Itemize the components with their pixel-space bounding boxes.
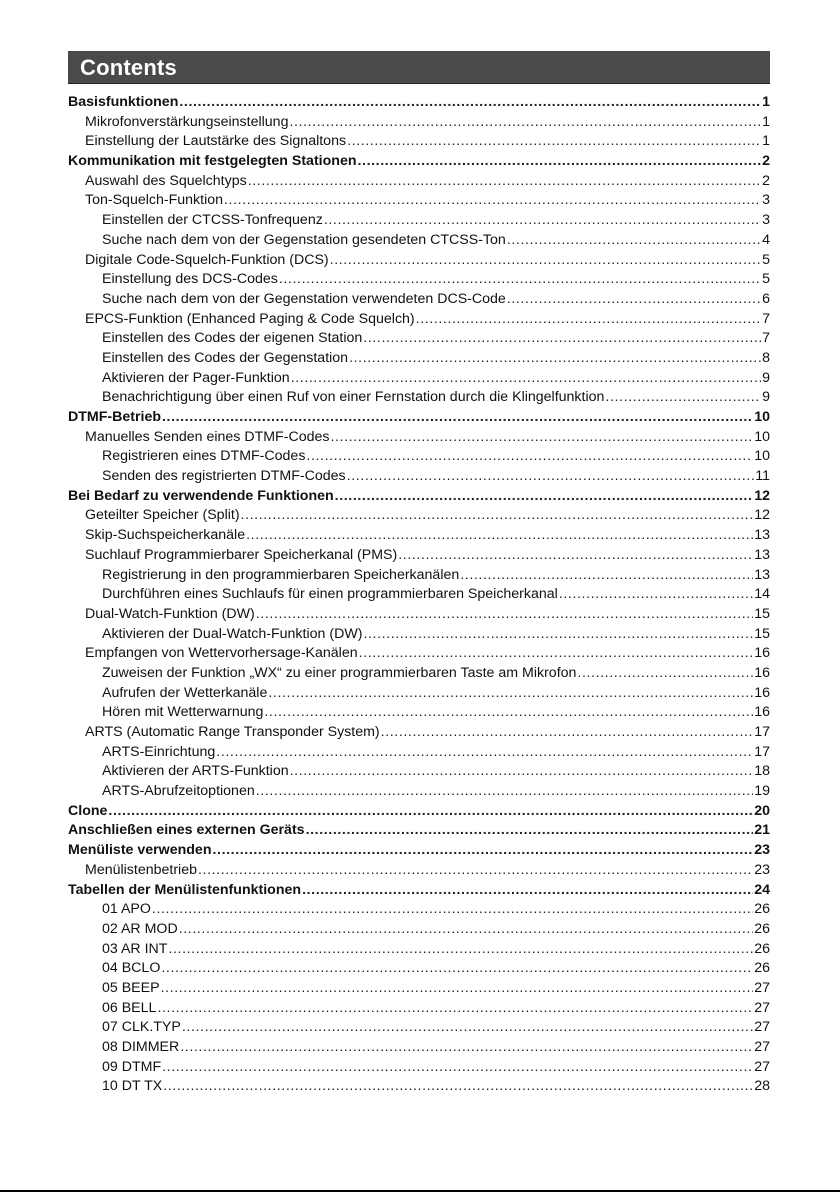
toc-entry-page-number: 23: [754, 861, 770, 878]
toc-entry-title: 09 DTMF: [102, 1058, 162, 1075]
toc-dot-leader: [330, 251, 761, 271]
toc-entry-page-number: 4: [762, 231, 770, 248]
toc-entry-title: ARTS-Abrufzeitoptionen: [102, 783, 255, 800]
toc-dot-leader: [347, 132, 761, 152]
toc-entry-page-number: 8: [762, 349, 770, 366]
toc-entry[interactable]: [68, 290, 770, 310]
toc-dot-leader: [279, 270, 761, 290]
toc-entry-page-number: 26: [754, 901, 770, 918]
toc-dot-leader: [289, 113, 761, 133]
toc-entry-title: ARTS (Automatic Range Transponder System): [85, 724, 380, 740]
toc-dot-leader: [507, 290, 761, 310]
toc-entry[interactable]: [68, 211, 770, 231]
toc-entry-title: Suche nach dem von der Gegenstation verwendeten DCS-Code: [102, 290, 506, 307]
toc-dot-leader: [347, 467, 755, 487]
toc-entry-page-number: 16: [754, 664, 770, 681]
toc-entry[interactable]: [68, 546, 770, 566]
toc-entry[interactable]: [68, 723, 770, 743]
toc-entry-title: Auswahl des Squelchtyps: [85, 172, 247, 189]
toc-entry-title: Registrieren eines DTMF-Codes: [102, 448, 306, 465]
toc-entry-page-number: 5: [762, 251, 770, 268]
toc-entry[interactable]: [68, 900, 770, 920]
page-title: Contents: [80, 55, 177, 80]
toc-entry-title: DTMF-Betrieb: [68, 409, 162, 425]
toc-entry-page-number: 27: [754, 1039, 770, 1055]
toc-entry[interactable]: [68, 940, 770, 960]
toc-dot-leader: [349, 349, 761, 369]
toc-entry[interactable]: [68, 920, 770, 940]
toc-entry-title: Anschließen eines externen Geräts: [68, 822, 305, 839]
toc-entry-page-number: 23: [754, 842, 770, 859]
toc-entry-page-number: 16: [754, 645, 770, 662]
toc-entry[interactable]: [68, 802, 770, 822]
toc-dot-leader: [577, 664, 753, 684]
toc-dot-leader: [358, 152, 762, 172]
toc-entry-title: 03 AR INT: [102, 940, 168, 957]
toc-entry-title: Einstellen der CTCSS-Tonfrequenz: [102, 212, 323, 229]
toc-entry-title: 08 DIMMER: [102, 1039, 180, 1055]
toc-entry[interactable]: [68, 999, 770, 1019]
toc-entry-title: 06 BELL: [102, 999, 157, 1016]
toc-entry-title: Einstellung der Lautstärke des Signaltons: [85, 133, 347, 150]
toc-entry-page-number: 24: [754, 881, 770, 898]
toc-entry-page-number: 1: [762, 113, 770, 130]
toc-entry-title: Dual-Watch-Funktion (DW): [85, 605, 255, 622]
toc-entry-title: Einstellen des Codes der eigenen Station: [102, 330, 363, 347]
toc-entry[interactable]: [68, 605, 770, 625]
toc-dot-leader: [179, 920, 754, 940]
toc-entry-title: Suchlauf Programmierbarer Speicherkanal (PMS): [85, 546, 398, 563]
toc-entry-title: 07 CLK.TYP: [102, 1019, 181, 1036]
toc-dot-leader: [264, 703, 753, 723]
toc-entry[interactable]: [68, 861, 770, 881]
toc-entry[interactable]: [68, 329, 770, 349]
toc-dot-leader: [256, 782, 753, 802]
toc-entry[interactable]: [68, 959, 770, 979]
toc-entry-page-number: 26: [754, 920, 770, 937]
toc-dot-leader: [157, 999, 753, 1019]
toc-entry-page-number: 15: [754, 605, 770, 622]
toc-entry-page-number: 3: [762, 212, 770, 229]
toc-entry-title: Geteilter Speicher (Split): [85, 507, 240, 524]
toc-entry-page-number: 1: [762, 133, 770, 150]
toc-entry[interactable]: [68, 310, 770, 330]
toc-entry-page-number: 11: [755, 468, 770, 485]
toc-dot-leader: [324, 211, 761, 231]
toc-entry-page-number: 17: [754, 743, 770, 760]
toc-dot-leader: [163, 1077, 753, 1097]
toc-entry-title: Clone: [68, 802, 108, 819]
toc-entry-page-number: 27: [754, 999, 770, 1016]
toc-dot-leader: [306, 821, 754, 841]
toc-dot-leader: [306, 447, 753, 467]
toc-entry-page-number: 2: [762, 172, 770, 189]
toc-entry-page-number: 12: [754, 507, 770, 524]
toc-entry[interactable]: [68, 349, 770, 369]
toc-entry-page-number: 10: [754, 428, 770, 445]
toc-dot-leader: [213, 841, 754, 861]
toc-entry[interactable]: [68, 113, 770, 133]
toc-dot-leader: [605, 388, 761, 408]
toc-dot-leader: [416, 310, 761, 330]
toc-entry[interactable]: [68, 447, 770, 467]
toc-dot-leader: [162, 408, 753, 428]
toc-entry[interactable]: [68, 762, 770, 782]
toc-dot-leader: [241, 506, 754, 526]
toc-entry[interactable]: [68, 251, 770, 271]
toc-entry-title: Suche nach dem von der Gegenstation gesendeten CTCSS-Ton: [102, 231, 506, 248]
toc-dot-leader: [290, 762, 754, 782]
toc-entry[interactable]: [68, 566, 770, 586]
toc-dot-leader: [381, 723, 754, 743]
toc-entry-page-number: 13: [754, 566, 770, 583]
toc-entry-title: Aktivieren der Dual-Watch-Funktion (DW): [102, 625, 363, 642]
toc-entry-title: 01 APO: [102, 901, 151, 918]
toc-dot-leader: [224, 191, 761, 211]
toc-entry-title: Einstellung des DCS-Codes: [102, 271, 278, 288]
toc-entry-title: Mikrofonverstärkungseinstellung: [85, 113, 289, 130]
toc-dot-leader: [216, 743, 753, 763]
toc-dot-leader: [168, 940, 753, 960]
toc-dot-leader: [330, 428, 753, 448]
toc-entry-page-number: 13: [754, 546, 770, 563]
toc-entry[interactable]: [68, 625, 770, 645]
toc-entry-title: Aktivieren der ARTS-Funktion: [102, 763, 289, 780]
toc-entry[interactable]: [68, 664, 770, 684]
toc-entry[interactable]: [68, 585, 770, 605]
toc-entry-title: Senden des registrierten DTMF-Codes: [102, 468, 346, 485]
toc-entry-page-number: 21: [754, 822, 770, 839]
toc-entry-page-number: 1: [762, 94, 770, 110]
toc-dot-leader: [256, 605, 753, 625]
toc-entry-title: Menülistenbetrieb: [85, 861, 197, 878]
toc-entry-title: Bei Bedarf zu verwendende Funktionen: [68, 487, 334, 504]
toc-entry-page-number: 12: [754, 487, 770, 504]
toc-dot-leader: [268, 684, 753, 704]
toc-entry[interactable]: [68, 979, 770, 999]
toc-entry-page-number: 10: [754, 409, 770, 425]
toc-entry-page-number: 16: [754, 704, 770, 721]
toc-dot-leader: [152, 900, 753, 920]
toc-entry[interactable]: [68, 1018, 770, 1038]
toc-entry[interactable]: [68, 132, 770, 152]
toc-entry-title: Ton-Squelch-Funktion: [85, 192, 224, 209]
toc-dot-leader: [161, 959, 753, 979]
toc-entry-page-number: 20: [754, 802, 770, 819]
toc-entry-page-number: 3: [762, 192, 770, 209]
toc-entry-page-number: 6: [762, 290, 770, 307]
toc-entry-title: Empfangen von Wettervorhersage-Kanälen: [85, 645, 358, 662]
toc-dot-leader: [248, 172, 761, 192]
toc-entry-page-number: 26: [754, 940, 770, 957]
toc-dot-leader: [182, 1018, 753, 1038]
toc-entry-page-number: 17: [754, 724, 770, 740]
toc-entry-title: Skip-Suchspeicherkanäle: [85, 527, 246, 544]
toc-entry-page-number: 9: [762, 389, 770, 406]
toc-entry-page-number: 10: [754, 448, 770, 465]
toc-entry-title: Registrierung in den programmierbaren Speicherkanälen: [102, 566, 460, 583]
toc-entry-title: Manuelles Senden eines DTMF-Codes: [85, 428, 330, 445]
toc-entry[interactable]: [68, 1038, 770, 1058]
toc-entry-title: Zuweisen der Funktion „WX“ zu einer programmierbaren Taste am Mikrofon: [102, 664, 577, 681]
toc-entry[interactable]: [68, 231, 770, 251]
toc-entry-title: Digitale Code-Squelch-Funktion (DCS): [85, 251, 329, 268]
toc-entry-page-number: 19: [754, 783, 770, 800]
toc-entry[interactable]: [68, 841, 770, 861]
toc-entry[interactable]: [68, 644, 770, 664]
toc-entry-page-number: 13: [754, 527, 770, 544]
toc-entry-page-number: 27: [754, 979, 770, 996]
toc-dot-leader: [198, 861, 753, 881]
toc-entry-title: Durchführen eines Suchlaufs für einen programmierbaren Speicherkanal: [102, 586, 558, 603]
toc-entry-page-number: 2: [762, 153, 770, 170]
toc-entry[interactable]: [68, 881, 770, 901]
toc-entry-title: 02 AR MOD: [102, 920, 178, 937]
toc-entry[interactable]: [68, 93, 770, 113]
toc-entry-title: Aufrufen der Wetterkanäle: [102, 684, 268, 701]
toc-entry-title: Benachrichtigung über einen Ruf von einer Fernstation durch die Klingelfunktion: [102, 389, 605, 406]
toc-dot-leader: [363, 329, 761, 349]
toc-dot-leader: [398, 546, 753, 566]
toc-entry-page-number: 5: [762, 271, 770, 288]
toc-dot-leader: [291, 369, 761, 389]
toc-entry-title: Menüliste verwenden: [68, 842, 212, 859]
toc-entry[interactable]: [68, 743, 770, 763]
toc-entry-title: Einstellen des Codes der Gegenstation: [102, 349, 349, 366]
toc-entry-title: 04 BCLO: [102, 960, 161, 977]
toc-dot-leader: [359, 644, 754, 664]
toc-entry-title: Kommunikation mit festgelegten Stationen: [68, 153, 357, 170]
toc-entry[interactable]: [68, 152, 770, 172]
toc-entry[interactable]: [68, 270, 770, 290]
toc-entry[interactable]: [68, 703, 770, 723]
toc-dot-leader: [559, 585, 753, 605]
toc-entry-page-number: 7: [762, 330, 770, 347]
toc-entry-page-number: 16: [754, 684, 770, 701]
toc-entry[interactable]: [68, 191, 770, 211]
toc-entry-page-number: 26: [754, 960, 770, 977]
toc-entry-page-number: 18: [754, 763, 770, 780]
toc-entry-title: Basisfunktionen: [68, 94, 179, 110]
toc-dot-leader: [162, 1058, 753, 1078]
toc-dot-leader: [108, 802, 753, 822]
toc-dot-leader: [363, 625, 753, 645]
toc-entry[interactable]: [68, 369, 770, 389]
toc-entry[interactable]: [68, 782, 770, 802]
toc-dot-leader: [302, 881, 753, 901]
toc-entry-title: 05 BEEP: [102, 979, 160, 996]
toc-dot-leader: [161, 979, 754, 999]
toc-entry-page-number: 28: [754, 1078, 770, 1095]
toc-dot-leader: [179, 93, 761, 113]
toc-entry-page-number: 9: [762, 369, 770, 386]
toc-entry-title: 10 DT TX: [102, 1078, 163, 1095]
toc-entry-title: Tabellen der Menülistenfunktionen: [68, 881, 302, 898]
toc-entry-title: Aktivieren der Pager-Funktion: [102, 369, 290, 386]
toc-entry[interactable]: [68, 684, 770, 704]
toc-entry[interactable]: [68, 821, 770, 841]
toc-entry-page-number: 27: [754, 1058, 770, 1075]
toc-entry[interactable]: [68, 1058, 770, 1078]
toc-entry[interactable]: [68, 172, 770, 192]
toc-entry-title: ARTS-Einrichtung: [102, 743, 216, 760]
toc-entry-page-number: 7: [762, 310, 770, 327]
toc-entry[interactable]: [68, 388, 770, 408]
toc-entry-title: Hören mit Wetterwarnung: [102, 704, 264, 721]
toc-entry-page-number: 27: [754, 1019, 770, 1036]
toc-entry-page-number: 14: [754, 586, 770, 603]
toc-dot-leader: [335, 487, 754, 507]
table-of-contents: [68, 93, 770, 1097]
contents-header: [68, 51, 770, 84]
toc-entry[interactable]: [68, 408, 770, 428]
toc-entry[interactable]: [68, 506, 770, 526]
toc-entry-page-number: 15: [754, 625, 770, 642]
toc-entry[interactable]: [68, 487, 770, 507]
toc-entry[interactable]: [68, 526, 770, 546]
toc-entry-title: EPCS-Funktion (Enhanced Paging & Code Squelch): [85, 310, 415, 327]
toc-dot-leader: [180, 1038, 753, 1058]
toc-entry[interactable]: [68, 467, 770, 487]
toc-dot-leader: [246, 526, 753, 546]
toc-entry[interactable]: [68, 1077, 770, 1097]
toc-entry[interactable]: [68, 428, 770, 448]
toc-dot-leader: [460, 566, 753, 586]
toc-dot-leader: [507, 231, 761, 251]
